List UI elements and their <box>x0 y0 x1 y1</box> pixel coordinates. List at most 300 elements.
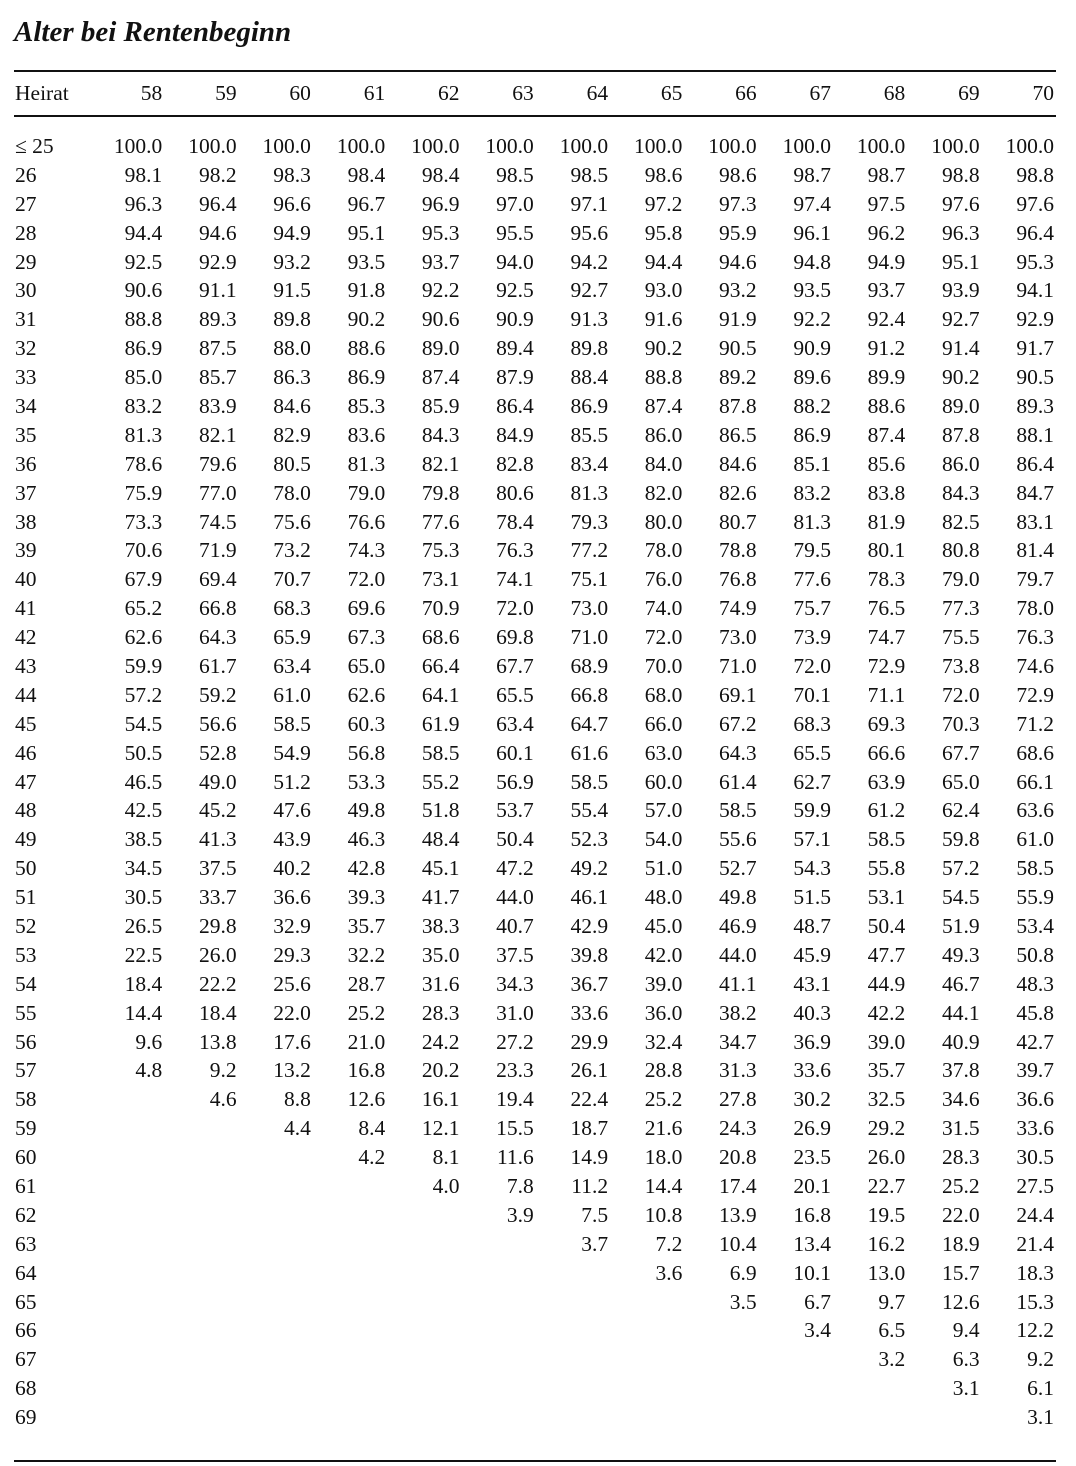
column-header: 65 <box>610 71 684 116</box>
table-row <box>14 1259 1056 1288</box>
table-cell: 8.4 <box>358 1116 386 1141</box>
row-label: 33 <box>15 365 37 390</box>
table-cell: 15.5 <box>496 1116 534 1141</box>
table-cell: 28.7 <box>347 971 386 996</box>
table-body <box>14 116 1056 1461</box>
table-cell: 88.8 <box>644 365 683 390</box>
table-cell: 50.4 <box>867 913 906 938</box>
table-cell: 36.0 <box>644 1000 683 1025</box>
table-cell: 84.3 <box>421 422 460 447</box>
table-cell: 84.6 <box>719 451 757 476</box>
table-cell: 98.7 <box>793 162 831 187</box>
table-row <box>14 1345 1056 1374</box>
table-row <box>14 132 1056 161</box>
table-cell: 96.7 <box>347 191 386 216</box>
table-cell: 20.2 <box>421 1058 460 1083</box>
table-cell: 22.0 <box>273 1000 311 1025</box>
table-cell: 93.2 <box>719 278 757 303</box>
table-cell: 13.4 <box>793 1231 831 1256</box>
table-cell: 74.9 <box>719 596 757 621</box>
table-cell <box>684 1317 758 1346</box>
row-label: 63 <box>15 1231 37 1256</box>
table-cell: 12.2 <box>1016 1318 1054 1343</box>
table-cell: 75.7 <box>793 596 831 621</box>
table-cell <box>313 1172 387 1201</box>
table-cell: 92.2 <box>421 278 460 303</box>
table-row <box>14 1288 1056 1317</box>
table-cell: 36.7 <box>570 971 609 996</box>
row-label: 55 <box>15 1000 37 1025</box>
table-cell: 62.6 <box>124 625 163 650</box>
table-cell: 29.2 <box>867 1116 906 1141</box>
table-cell: 43.1 <box>793 971 831 996</box>
table-cell: 65.9 <box>273 625 311 650</box>
table-cell: 34.5 <box>124 856 163 881</box>
table-cell: 6.9 <box>729 1260 757 1285</box>
table-cell <box>90 1403 164 1432</box>
table-cell: 88.8 <box>124 307 163 332</box>
table-cell: 31.0 <box>496 1000 534 1025</box>
table-cell: 97.6 <box>941 191 980 216</box>
table-cell: 60.1 <box>496 740 534 765</box>
table-cell: 91.1 <box>198 278 237 303</box>
table-cell <box>461 1317 535 1346</box>
table-cell: 97.1 <box>570 191 609 216</box>
table-cell: 92.5 <box>124 249 163 274</box>
table-row <box>14 276 1056 305</box>
table-row <box>14 854 1056 883</box>
table-row <box>14 883 1056 912</box>
table-cell <box>90 1259 164 1288</box>
table-cell <box>164 1143 238 1172</box>
table-cell: 40.9 <box>941 1029 980 1054</box>
table-cell: 90.2 <box>941 365 980 390</box>
table-cell: 96.9 <box>421 191 460 216</box>
table-cell: 70.7 <box>273 567 311 592</box>
table-cell: 51.8 <box>421 798 460 823</box>
table-cell: 38.5 <box>124 827 163 852</box>
table-cell: 3.6 <box>655 1260 683 1285</box>
table-cell <box>90 1172 164 1201</box>
table-cell: 3.4 <box>804 1318 831 1343</box>
table-cell: 50.5 <box>124 740 163 765</box>
table-cell <box>461 1259 535 1288</box>
table-cell: 71.9 <box>198 538 237 563</box>
table-cell: 42.9 <box>570 913 609 938</box>
table-cell: 57.2 <box>941 856 980 881</box>
table-cell: 77.6 <box>793 567 831 592</box>
table-cell: 81.3 <box>347 451 386 476</box>
table-cell: 65.0 <box>347 653 386 678</box>
table-cell: 75.5 <box>941 625 980 650</box>
table-cell: 46.9 <box>719 913 757 938</box>
table-cell: 57.1 <box>793 827 831 852</box>
table-cell: 73.0 <box>719 625 757 650</box>
table-cell: 34.7 <box>719 1029 757 1054</box>
table-cell: 87.4 <box>644 393 683 418</box>
table-cell: 9.7 <box>878 1289 906 1314</box>
table-cell: 55.8 <box>867 856 906 881</box>
table-cell: 65.5 <box>496 682 534 707</box>
table-cell: 67.2 <box>719 711 757 736</box>
table-cell: 33.6 <box>1016 1116 1054 1141</box>
table-cell: 63.6 <box>1016 798 1054 823</box>
table-cell: 39.7 <box>1016 1058 1054 1083</box>
table-cell: 86.9 <box>347 365 386 390</box>
column-header: 59 <box>164 71 238 116</box>
table-cell: 75.3 <box>421 538 460 563</box>
table-cell: 100.0 <box>856 133 906 158</box>
table-cell: 94.9 <box>273 220 311 245</box>
table-row <box>14 219 1056 248</box>
table-cell: 94.0 <box>496 249 534 274</box>
table-cell <box>759 1374 833 1403</box>
table-cell: 91.5 <box>273 278 311 303</box>
column-header: 70 <box>982 71 1056 116</box>
table-cell: 62.7 <box>793 769 831 794</box>
table-cell: 86.4 <box>496 393 534 418</box>
table-cell: 70.3 <box>941 711 980 736</box>
row-label: 49 <box>15 827 37 852</box>
table-cell: 18.9 <box>941 1231 980 1256</box>
row-label: 28 <box>15 220 37 245</box>
table-cell: 73.3 <box>124 509 163 534</box>
table-cell: 59.9 <box>124 653 163 678</box>
table-cell: 18.0 <box>644 1145 683 1170</box>
table-cell: 17.4 <box>719 1174 757 1198</box>
table-cell <box>164 1114 238 1143</box>
table-cell: 82.1 <box>421 451 460 476</box>
table-cell: 54.0 <box>644 827 683 852</box>
table-cell: 92.5 <box>496 278 534 303</box>
table-row <box>14 1403 1056 1432</box>
table-cell <box>164 1288 238 1317</box>
table-cell: 80.7 <box>719 509 757 534</box>
table-cell: 33.6 <box>793 1058 831 1083</box>
table-cell <box>239 1317 313 1346</box>
table-cell: 100.0 <box>931 133 980 158</box>
table-cell: 95.8 <box>644 220 683 245</box>
table-cell: 23.3 <box>496 1058 534 1083</box>
table-cell: 94.6 <box>719 249 757 274</box>
table-cell: 91.4 <box>941 336 980 361</box>
table-cell: 79.7 <box>1016 567 1054 592</box>
column-header: 61 <box>313 71 387 116</box>
table-cell: 81.3 <box>570 480 609 505</box>
table-cell: 82.6 <box>719 480 757 505</box>
table-cell: 70.1 <box>793 682 831 707</box>
table-cell: 37.5 <box>198 856 237 881</box>
table-cell <box>536 1288 610 1317</box>
table-cell: 17.6 <box>273 1029 311 1054</box>
table-cell: 88.6 <box>867 393 906 418</box>
table-cell: 31.5 <box>941 1116 980 1141</box>
table-cell: 4.0 <box>432 1174 460 1198</box>
table-cell: 55.6 <box>719 827 757 852</box>
table-cell: 73.9 <box>793 625 831 650</box>
table-cell: 72.0 <box>793 653 831 678</box>
table-cell: 98.2 <box>198 162 237 187</box>
table-cell: 48.0 <box>644 885 683 910</box>
table-cell: 7.2 <box>655 1231 683 1256</box>
table-row <box>14 652 1056 681</box>
table-cell: 36.9 <box>793 1029 831 1054</box>
table-cell: 77.0 <box>198 480 237 505</box>
table-cell: 32.4 <box>644 1029 683 1054</box>
table-cell: 66.8 <box>198 596 237 621</box>
table-cell: 6.5 <box>878 1318 906 1343</box>
table-cell: 42.7 <box>1016 1029 1054 1054</box>
table-cell: 80.0 <box>644 509 683 534</box>
table-cell <box>833 1374 907 1403</box>
table-cell: 95.5 <box>496 220 534 245</box>
table-cell: 98.5 <box>570 162 609 187</box>
column-header: 66 <box>684 71 758 116</box>
table-cell: 84.3 <box>941 480 980 505</box>
table-cell <box>387 1201 461 1230</box>
table-cell: 92.7 <box>570 278 609 303</box>
table-cell: 97.0 <box>496 191 534 216</box>
table-cell: 11.6 <box>496 1145 534 1170</box>
table-cell <box>239 1374 313 1403</box>
table-cell: 90.2 <box>644 336 683 361</box>
table-cell: 85.9 <box>421 393 460 418</box>
table-cell <box>461 1374 535 1403</box>
table-cell: 68.6 <box>1016 740 1054 765</box>
table-cell: 51.2 <box>273 769 311 794</box>
table-cell: 31.6 <box>421 971 460 996</box>
table-cell <box>759 1403 833 1432</box>
table-cell <box>239 1201 313 1230</box>
table-cell: 21.4 <box>1016 1231 1054 1256</box>
row-label: 27 <box>15 191 37 216</box>
table-cell: 89.9 <box>867 365 906 390</box>
row-label: 62 <box>15 1202 37 1227</box>
table-cell: 28.8 <box>644 1058 683 1083</box>
table-cell: 67.7 <box>941 740 980 765</box>
table-row <box>14 1230 1056 1259</box>
table-cell: 45.1 <box>421 856 460 881</box>
table-cell: 56.9 <box>496 769 534 794</box>
table-cell: 45.9 <box>793 942 831 967</box>
table-cell: 74.5 <box>198 509 237 534</box>
table-cell: 62.6 <box>347 682 386 707</box>
table-cell: 72.0 <box>347 567 386 592</box>
table-cell: 46.5 <box>124 769 163 794</box>
table-cell: 75.6 <box>273 509 311 534</box>
table-cell: 89.6 <box>793 365 831 390</box>
table-cell: 86.0 <box>941 451 980 476</box>
table-cell: 42.8 <box>347 856 386 881</box>
table-cell: 26.0 <box>198 942 237 967</box>
table-cell: 73.1 <box>421 567 460 592</box>
table-cell: 100.0 <box>634 133 683 158</box>
table-cell <box>313 1288 387 1317</box>
table-cell: 22.5 <box>124 942 163 967</box>
table-cell: 3.1 <box>1027 1405 1054 1430</box>
table-cell: 72.0 <box>941 682 980 707</box>
table-cell <box>610 1374 684 1403</box>
table-cell <box>313 1403 387 1432</box>
table-cell: 4.2 <box>358 1145 386 1170</box>
table-cell <box>90 1230 164 1259</box>
row-header-label: Heirat <box>14 71 90 116</box>
column-header: 63 <box>461 71 535 116</box>
table-cell: 47.2 <box>496 856 534 881</box>
table-cell: 95.1 <box>941 249 980 274</box>
table-cell: 28.3 <box>941 1145 980 1170</box>
table-cell: 21.0 <box>347 1029 386 1054</box>
table-cell: 81.3 <box>124 422 163 447</box>
table-cell: 89.8 <box>273 307 311 332</box>
table-cell: 92.7 <box>941 307 980 332</box>
table-cell: 66.1 <box>1016 769 1054 794</box>
row-label: 58 <box>15 1087 37 1112</box>
row-label: 50 <box>15 856 37 881</box>
table-cell: 61.2 <box>867 798 906 823</box>
table-cell <box>387 1345 461 1374</box>
row-label: 37 <box>15 480 37 505</box>
table-cell: 48.7 <box>793 913 831 938</box>
table-cell: 44.9 <box>867 971 906 996</box>
table-cell <box>90 1374 164 1403</box>
table-cell <box>90 1288 164 1317</box>
table-cell: 41.3 <box>198 827 237 852</box>
table-cell: 12.6 <box>347 1087 386 1112</box>
column-header: 68 <box>833 71 907 116</box>
table-cell: 78.3 <box>867 567 906 592</box>
table-cell: 36.6 <box>273 885 311 910</box>
table-cell: 91.8 <box>347 278 386 303</box>
table-cell: 95.6 <box>570 220 609 245</box>
table-cell: 22.4 <box>570 1087 609 1112</box>
table-row <box>14 1143 1056 1172</box>
table-cell: 55.9 <box>1016 885 1054 910</box>
table-cell: 82.8 <box>496 451 534 476</box>
table-cell: 48.3 <box>1016 971 1054 996</box>
table-row <box>14 508 1056 537</box>
table-cell: 92.9 <box>1016 307 1054 332</box>
table-cell: 18.4 <box>198 1000 237 1025</box>
table-row <box>14 912 1056 941</box>
row-label: 44 <box>15 682 37 707</box>
row-label: 64 <box>15 1260 37 1285</box>
table-cell: 88.2 <box>793 393 831 418</box>
table-cell <box>90 1085 164 1114</box>
table-cell: 8.8 <box>284 1087 311 1112</box>
table-cell: 80.5 <box>273 451 311 476</box>
table-cell: 51.5 <box>793 885 831 910</box>
table-cell: 15.7 <box>941 1260 980 1285</box>
table-header <box>14 71 1056 116</box>
table-cell: 30.5 <box>124 885 163 910</box>
row-label: ≤ 25 <box>15 133 54 158</box>
table-cell: 83.2 <box>124 393 163 418</box>
table-cell: 75.1 <box>570 567 609 592</box>
table-cell: 22.7 <box>867 1174 906 1198</box>
table-cell: 87.5 <box>198 336 237 361</box>
table-cell: 82.1 <box>198 422 237 447</box>
table-cell: 6.1 <box>1027 1376 1054 1401</box>
table-cell: 13.9 <box>719 1202 757 1227</box>
table-cell: 100.0 <box>708 133 757 158</box>
table-cell: 90.6 <box>421 307 460 332</box>
table-cell: 24.4 <box>1016 1202 1054 1227</box>
table-cell: 96.4 <box>198 191 237 216</box>
table-cell: 3.7 <box>581 1231 609 1256</box>
table-cell: 97.5 <box>867 191 906 216</box>
row-label: 59 <box>15 1116 37 1141</box>
table-cell: 54.9 <box>273 740 311 765</box>
table-cell: 97.4 <box>793 191 831 216</box>
table-cell <box>313 1230 387 1259</box>
table-cell: 88.4 <box>570 365 609 390</box>
table-cell: 97.3 <box>719 191 757 216</box>
table-cell <box>536 1317 610 1346</box>
row-label: 65 <box>15 1289 37 1314</box>
table-cell: 34.3 <box>496 971 534 996</box>
table-cell: 25.2 <box>644 1087 683 1112</box>
table-cell <box>90 1143 164 1172</box>
table-cell: 38.2 <box>719 1000 757 1025</box>
table-cell: 88.1 <box>1016 422 1054 447</box>
row-label: 67 <box>15 1347 37 1372</box>
table-cell <box>610 1317 684 1346</box>
table-cell <box>461 1288 535 1317</box>
table-cell: 78.4 <box>496 509 534 534</box>
table-cell: 50.4 <box>496 827 534 852</box>
table-cell: 61.6 <box>570 740 609 765</box>
table-cell: 10.8 <box>644 1202 683 1227</box>
table-cell: 42.2 <box>867 1000 906 1025</box>
table-cell: 90.2 <box>347 307 386 332</box>
table-cell: 81.9 <box>867 509 906 534</box>
table-row <box>14 1057 1056 1086</box>
table-cell: 67.3 <box>347 625 386 650</box>
table-cell: 71.0 <box>570 625 609 650</box>
table-cell: 66.8 <box>570 682 609 707</box>
table-cell: 4.6 <box>209 1087 237 1112</box>
header-spacer <box>14 116 1056 132</box>
table-cell: 53.1 <box>867 885 906 910</box>
table-cell <box>164 1403 238 1432</box>
table-cell: 86.9 <box>124 336 163 361</box>
table-cell: 71.0 <box>719 653 757 678</box>
table-cell: 64.1 <box>421 682 460 707</box>
table-row <box>14 796 1056 825</box>
table-cell: 87.8 <box>719 393 757 418</box>
table-cell: 45.8 <box>1016 1000 1054 1025</box>
table-cell: 44.1 <box>941 1000 980 1025</box>
table-cell <box>164 1259 238 1288</box>
table-cell: 30.5 <box>1016 1145 1054 1170</box>
table-cell: 20.1 <box>793 1174 831 1198</box>
table-cell: 51.0 <box>644 856 683 881</box>
table-cell <box>461 1345 535 1374</box>
table-cell: 42.0 <box>644 942 683 967</box>
table-cell: 26.9 <box>793 1116 831 1141</box>
table-cell: 100.0 <box>336 133 386 158</box>
table-cell: 33.7 <box>198 885 237 910</box>
table-cell <box>239 1143 313 1172</box>
table-cell: 69.4 <box>198 567 237 592</box>
table-cell: 90.9 <box>496 307 534 332</box>
table-cell <box>536 1259 610 1288</box>
table-cell: 83.2 <box>793 480 831 505</box>
table-cell: 74.1 <box>496 567 534 592</box>
table-cell: 40.2 <box>273 856 311 881</box>
table-cell <box>536 1345 610 1374</box>
